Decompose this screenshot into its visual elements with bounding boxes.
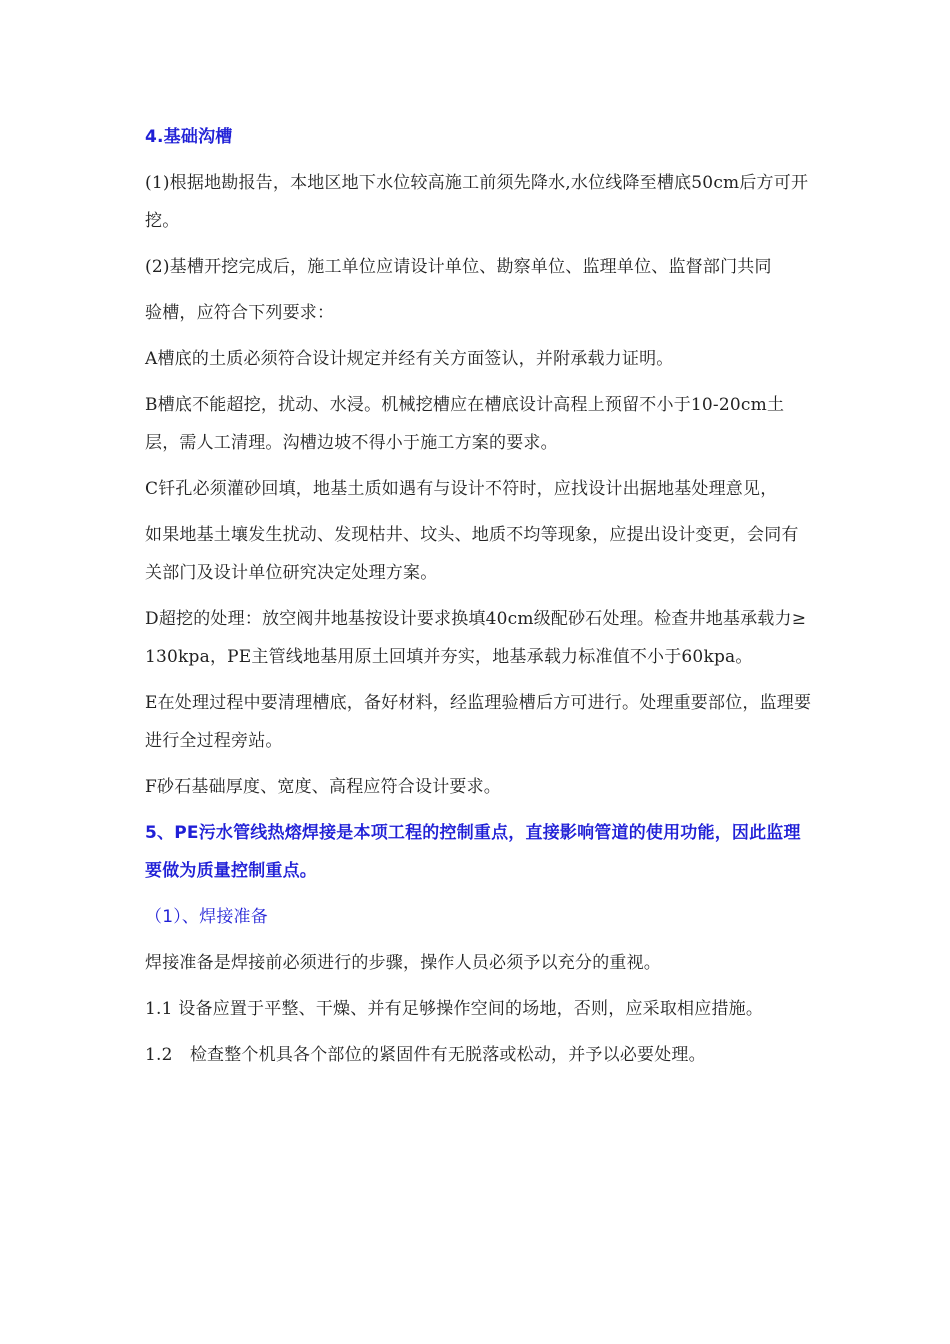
paragraph-preparation-intro: 焊接准备是焊接前必须进行的步骤，操作人员必须予以充分的重视。 bbox=[145, 953, 661, 973]
paragraph-item-1-2: 1.2 检查整个机具各个部位的紧固件有无脱落或松动，并予以必要处理。 bbox=[145, 1045, 706, 1065]
section-heading-foundation-trench: 4.基础沟槽 bbox=[145, 127, 233, 147]
paragraph-item-c-continued: 如果地基土壤发生扰动、发现枯井、坟头、地质不均等现象，应提出设计变更，会同有关部门及设计单位研究决定处理方案。 bbox=[145, 525, 799, 583]
section-heading-pe-welding: 5、PE污水管线热熔焊接是本项工程的控制重点，直接影响管道的使用功能，因此监理要做为质量控制重点。 bbox=[145, 823, 801, 881]
paragraph-dewatering: (1)根据地勘报告，本地区地下水位较高施工前须先降水,水位线降至槽底50cm后方可开挖。 bbox=[145, 173, 809, 231]
subheading-welding-preparation: （1）、焊接准备 bbox=[145, 907, 268, 927]
paragraph-item-a: A槽底的土质必须符合设计规定并经有关方面签认，并附承载力证明。 bbox=[145, 349, 674, 369]
paragraph-item-c: C钎孔必须灌砂回填，地基土质如遇有与设计不符时，应找设计出据地基处理意见， bbox=[145, 479, 778, 499]
paragraph-item-f: F砂石基础厚度、宽度、高程应符合设计要求。 bbox=[145, 777, 501, 797]
paragraph-item-b: B槽底不能超挖，扰动、水浸。机械挖槽应在槽底设计高程上预留不小于10-20cm土层，需人工清理。沟槽边坡不得小于施工方案的要求。 bbox=[145, 395, 785, 453]
paragraph-item-d: D超挖的处理：放空阀井地基按设计要求换填40cm级配砂石处理。检查井地基承载力≥130kpa，PE主管线地基用原土回填并夯实，地基承载力标准值不小于60kpa。 bbox=[145, 609, 807, 667]
paragraph-item-1-1: 1.1 设备应置于平整、干燥、并有足够操作空间的场地，否则，应采取相应措施。 bbox=[145, 999, 764, 1019]
paragraph-inspection-requirements: 验槽，应符合下列要求： bbox=[145, 303, 335, 323]
paragraph-trench-inspection: (2)基槽开挖完成后，施工单位应请设计单位、勘察单位、监理单位、监督部门共同 bbox=[145, 257, 772, 277]
document-page bbox=[145, 118, 813, 1082]
paragraph-item-e: E在处理过程中要清理槽底，备好材料，经监理验槽后方可进行。处理重要部位，监理要进行全过程旁站。 bbox=[145, 693, 812, 751]
